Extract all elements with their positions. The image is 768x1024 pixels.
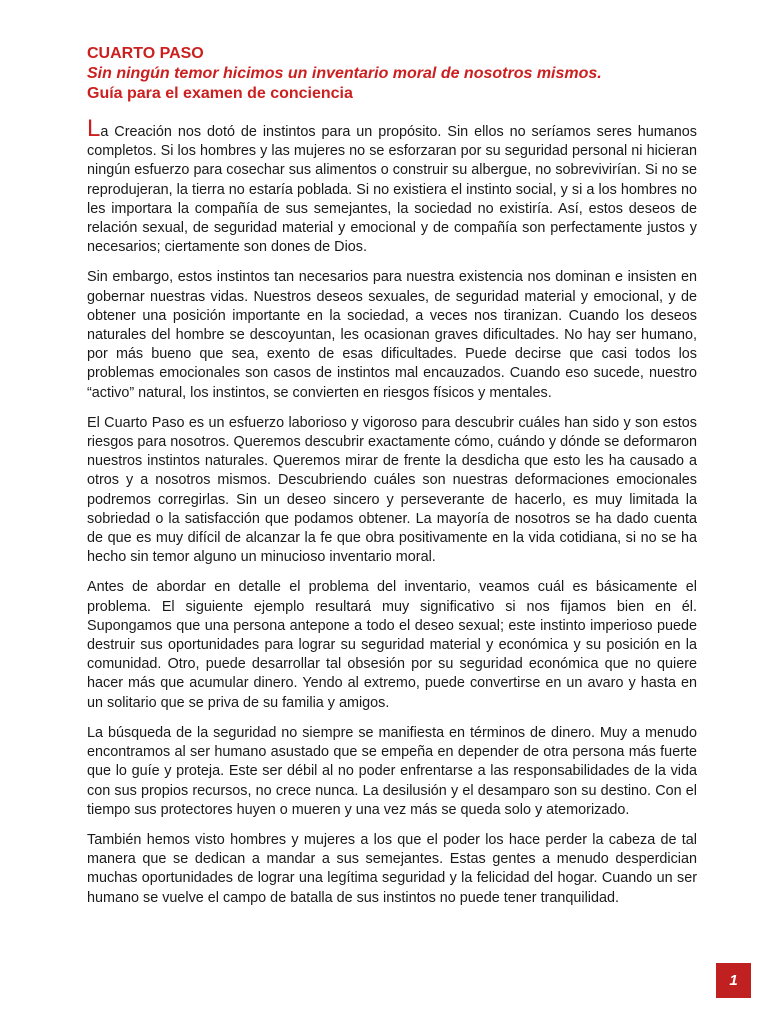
paragraph: También hemos visto hombres y mujeres a los que el poder los hace perder la cabeza de tal manera que se dedican a mandar a sus semejantes. Estas gentes a menudo desperdician muchas oportunidades de lograr una legítima seguridad y la felicidad del hogar. Cuando un ser humano se vuelve el campo de batalla de sus instintos no puede tener tranquilidad. <box>87 831 697 906</box>
document-page <box>87 44 697 919</box>
paragraph: El Cuarto Paso es un esfuerzo laborioso y vigoroso para descubrir cuáles han sido y son estos riesgos para nosotros. Queremos descubrir exactamente cómo, cuándo y dónde se deformaron nuestros instintos naturales. Queremos mirar de frente la desdicha que esto les ha causado a otros y a nosotros mismos. Descubriendo cuáles son nuestras deformaciones emocionales podremos corregirlas. Sin un deseo sincero y perseverante de hacerlo, es muy limitada la sobriedad o la satisfacción que podamos obtener. La mayoría de nosotros se ha dado cuenta de que es muy difícil de alcanzar la fe que obra positivamente en la vida cotidiana, si no se ha hecho sin temor alguno un minucioso inventario moral. <box>87 414 697 566</box>
paragraph: Sin embargo, estos instintos tan necesarios para nuestra existencia nos dominan e insisten en gobernar nuestras vidas. Nuestros deseos sexuales, de seguridad material y emocional, y de obtener una posición importante en la sociedad, a veces nos tiranizan. Cuando los deseos naturales del hombre se descoyuntan, les ocasionan graves dificultades. No hay ser humano, por más bueno que sea, exento de esas dificultades. Puede decirse que casi todos los problemas emocionales son casos de instintos mal encauzados. Cuando eso sucede, nuestro “activo” natural, los instintos, se convierten en riesgos físicos y mentales. <box>87 269 697 401</box>
step-title: CUARTO PASO <box>87 45 204 62</box>
subtitle: Sin ningún temor hicimos un inventario moral de nosotros mismos. <box>87 65 602 82</box>
drop-cap: L <box>87 115 101 142</box>
body-text <box>87 115 697 908</box>
paragraph-intro-text: a Creación nos dotó de instintos para un propósito. Sin ellos no seríamos seres humanos completos. Si los hombres y las mujeres no se esforzaran por su seguridad personal ni hicieran ningún esfuerzo para cosechar sus alimentos o construir su albergue, no sobrevivirían. Si no se reprodujeran, la tierra no estaría poblada. Si no existiera el instinto social, y si a los hombres no les importara la compañía de sus semejantes, la sociedad no existiría. Así, estos deseos de relación sexual, de seguridad material y emocional y de compañía son perfectamente justos y necesarios; ciertamente son dones de Dios. <box>87 124 697 256</box>
page-number: 1 <box>716 963 751 998</box>
paragraph: Antes de abordar en detalle el problema del inventario, veamos cuál es básicamente el problema. El siguiente ejemplo resultará muy significativo si nos fijamos bien en él. Supongamos que una persona antepone a todo el deseo sexual; este instinto imperioso puede destruir sus oportunidades para lograr su seguridad material y económica y su posición en la comunidad. Otro, puede desarrollar tal obsesión por su seguridad económica que no quiere hacer más que acumular dinero. Yendo al extremo, puede convertirse en un avaro y hasta en un solitario que se priva de su familia y amigos. <box>87 579 697 711</box>
guide-title: Guía para el examen de conciencia <box>87 85 353 102</box>
paragraph-intro <box>87 115 697 257</box>
paragraph: La búsqueda de la seguridad no siempre se manifiesta en términos de dinero. Muy a menudo encontramos al ser humano asustado que se empeña en depender de otra persona más fuerte que lo guíe y proteja. Este ser débil al no poder enfrentarse a las responsabilidades de la vida con sus propios recursos, no crece nunca. La desilusión y el desamparo son su destino. Con el tiempo sus protectores huyen o mueren y una vez más se queda solo y atemorizado. <box>87 724 697 818</box>
